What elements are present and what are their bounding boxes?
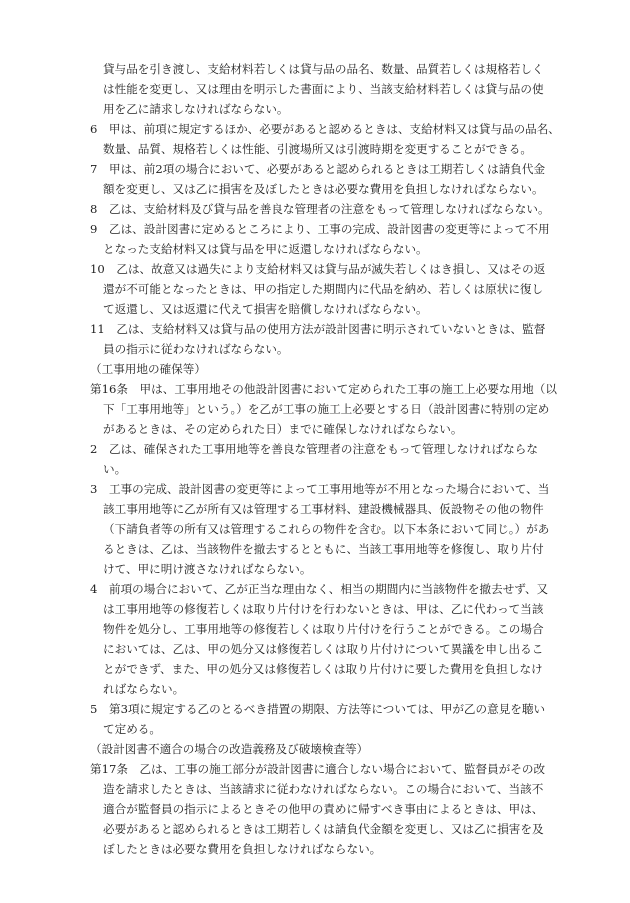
paragraph-line: 貸与品を引き渡し、支給材料若しくは貸与品の品名、数量、品質若しくは規格若しく — [103, 62, 544, 76]
section-heading: （工事用地の確保等） — [90, 362, 206, 376]
paragraph-line: 下「工事用地等」という。）を乙が工事の施工上必要とする日（設計図書に特別の定め — [103, 402, 550, 416]
paragraph-line: とができず、また、甲の処分又は修復若しくは取り片付けに要した費用を負担しなけ — [103, 662, 543, 676]
paragraph-line: となった支給材料又は貸与品を甲に返還しなければならない。 — [103, 242, 428, 256]
paragraph-line: 必要があると認められるときは工期若しくは請負代金額を変更し、又は乙に損害を及 — [103, 822, 544, 836]
article-line: 第16条 甲は、工事用地その他設計図書において定められた工事の施工上必要な用地（以 — [90, 382, 557, 396]
paragraph-line: 額を変更し、又は乙に損害を及ぼしたときは必要な費用を負担しなければならない。 — [103, 182, 544, 196]
numbered-clause-line: 7 甲は、前2項の場合において、必要があると認められるときは工期若しくは請負代金 — [90, 162, 546, 176]
numbered-clause-line: 8 乙は、支給材料及び貸与品を善良な管理者の注意をもって管理しなければならない。 — [90, 202, 550, 216]
paragraph-line: 該工事用地等に乙が所有又は管理する工事材料、建設機械器具、仮設物その他の物件 — [103, 502, 544, 516]
paragraph-line: て返還し、又は返還に代えて損害を賠償しなければならない。 — [103, 302, 428, 316]
section-heading: （設計図書不適合の場合の改造義務及び破壊検査等） — [90, 742, 369, 756]
paragraph-line: 適合が監督員の指示によるときその他甲の責めに帰すべき事由によるときは、甲は、 — [103, 802, 544, 816]
paragraph-line: においては、乙は、甲の処分又は修復若しくは取り片付けについて異議を申し出るこ — [103, 642, 544, 656]
numbered-clause-line: 2 乙は、確保された工事用地等を善良な管理者の注意をもって管理しなければならな — [90, 442, 538, 456]
paragraph-line: けて、甲に明け渡さなければならない。 — [103, 562, 312, 576]
paragraph-line: て定める。 — [103, 722, 161, 736]
paragraph-line: があるときは、その定められた日）までに確保しなければならない。 — [103, 422, 463, 436]
article-line: 第17条 乙は、工事の施工部分が設計図書に適合しない場合において、監督員がその改 — [90, 762, 546, 776]
paragraph-line: 用を乙に請求しなければならない。 — [103, 102, 289, 116]
paragraph-line: 数量、品質、規格若しくは性能、引渡場所又は引渡時期を変更することができる。 — [103, 142, 532, 156]
numbered-clause-line: 11 乙は、支給材料又は貸与品の使用方法が設計図書に明示されていないときは、監督 — [90, 322, 546, 336]
numbered-clause-line: 9 乙は、設計図書に定めるところにより、工事の完成、設計図書の変更等によって不用 — [90, 222, 550, 236]
paragraph-line: は工事用地等の修復若しくは取り片付けを行わないときは、甲は、乙に代わって当該 — [103, 602, 544, 616]
paragraph-line: 員の指示に従わなければならない。 — [103, 342, 289, 356]
paragraph-line: 物件を処分し、工事用地等の修復若しくは取り片付けを行うことができる。この場合 — [103, 622, 544, 636]
paragraph-line: 造を請求したときは、当該請求に従わなければならない。この場合において、当該不 — [103, 782, 544, 796]
document-body — [90, 59, 560, 859]
paragraph-line: 還が不可能となったときは、甲の指定した期間内に代品を納め、若しくは原状に復し — [103, 282, 544, 296]
paragraph-line: い。 — [103, 462, 127, 476]
paragraph-line: ぼしたときは必要な費用を負担しなければならない。 — [103, 842, 382, 856]
paragraph-line: ればならない。 — [103, 682, 185, 696]
paragraph-line: （下請負者等の所有又は管理するこれらの物件を含む。以下本条において同じ。）があ — [103, 522, 550, 536]
paragraph-line: るときは、乙は、当該物件を撤去するとともに、当該工事用地等を修復し、取り片付 — [103, 542, 544, 556]
paragraph-line: は性能を変更し、又は理由を明示した書面により、当該支給材料若しくは貸与品の使 — [103, 82, 544, 96]
numbered-clause-line: 4 前項の場合において、乙が正当な理由なく、相当の期間内に当該物件を撤去せず、又 — [90, 582, 549, 596]
numbered-clause-line: 6 甲は、前項に規定するほか、必要があると認めるときは、支給材料又は貸与品の品名、 — [90, 122, 560, 136]
numbered-clause-line: 5 第3項に規定する乙のとるべき措置の期限、方法等については、甲が乙の意見を聴い — [90, 702, 546, 716]
numbered-clause-line: 3 工事の完成、設計図書の変更等によって工事用地等が不用となった場合において、当 — [90, 482, 550, 496]
numbered-clause-line: 10 乙は、故意又は過失により支給材料又は貸与品が滅失若しくはき損し、又はその返 — [90, 262, 546, 276]
